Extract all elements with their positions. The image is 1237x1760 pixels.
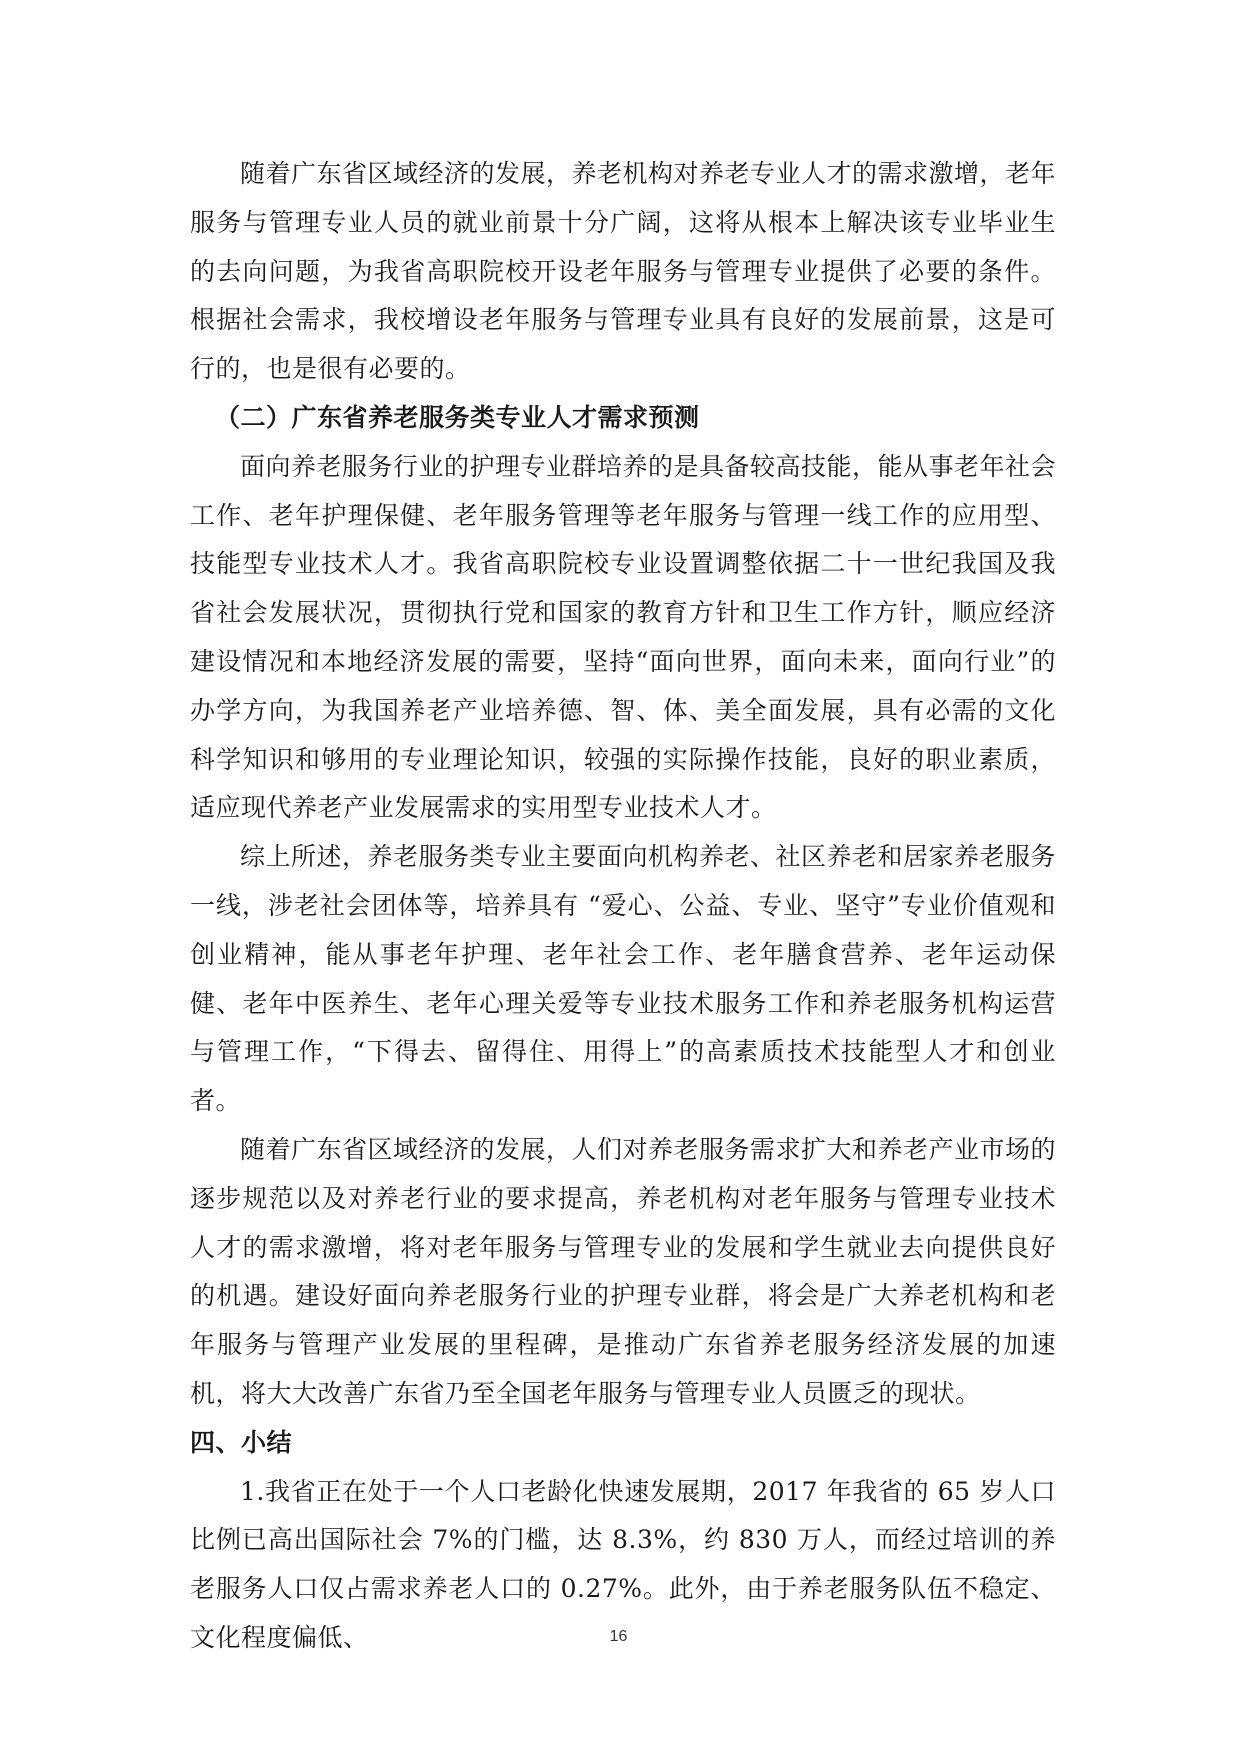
body-paragraph: 面向养老服务行业的护理专业群培养的是具备较高技能，能从事老年社会工作、老年护理保健、老年服务管理等老年服务与管理一线工作的应用型、技能型专业技术人才。我省高职院校专业设置调整依据二十一世纪我国及我省社会发展状况，贯彻执行党和国家的教育方针和卫生工作方针，顺应经济建设情况和本地经济发展的需要，坚持“面向世界，面向未来，面向行业”的办学方向，为我国养老产业培养德、智、体、美全面发展，具有必需的文化科学知识和够用的专业理论知识，较强的实际操作技能，良好的职业素质，适应现代养老产业发展需求的实用型专业技术人才。	[190, 451, 1057, 823]
page-number: 16	[609, 1628, 628, 1645]
section-heading-summary: 四、小结	[190, 1427, 293, 1457]
subheading-talent-demand-forecast: （二）广东省养老服务类专业人才需求预测	[215, 402, 700, 432]
body-paragraph: 综上所述，养老服务类专业主要面向机构养老、社区养老和居家养老服务一线，涉老社会团体等，培养具有 “爱心、公益、专业、坚守”专业价值观和创业精神，能从事老年护理、老年社会工作、老年膳食营养、老年运动保健、老年中医养生、老年心理关爱等专业技术服务工作和养老服务机构运营与管理工作，“下得去、留得住、用得上”的高素质技术技能型人才和创业者。	[190, 842, 1057, 1116]
page-body	[190, 150, 1056, 1663]
body-paragraph: 随着广东省区域经济的发展，人们对养老服务需求扩大和养老产业市场的逐步规范以及对养老行业的要求提高，养老机构对老年服务与管理专业技术人才的需求激增，将对老年服务与管理专业的发展和学生就业去向提供良好的机遇。建设好面向养老服务行业的护理专业群，将会是广大养老机构和老年服务与管理产业发展的里程碑，是推动广东省养老服务经济发展的加速机，将大大改善广东省乃至全国老年服务与管理专业人员匮乏的现状。	[190, 1134, 1057, 1408]
body-paragraph: 1.我省正在处于一个人口老龄化快速发展期，2017 年我省的 65 岁人口比例已高出国际社会 7%的门槛，达 8.3%，约 830 万人，而经过培训的养老服务人口仅占需求养老人口的 0.27%。此外，由于养老服务队伍不稳定、文化程度偏低、	[190, 1476, 1056, 1652]
body-paragraph: 随着广东省区域经济的发展，养老机构对养老专业人才的需求激增，老年服务与管理专业人员的就业前景十分广阔，这将从根本上解决该专业毕业生的去向问题，为我省高职院校开设老年服务与管理专业提供了必要的条件。根据社会需求，我校增设老年服务与管理专业具有良好的发展前景，这是可行的，也是很有必要的。	[190, 159, 1057, 384]
